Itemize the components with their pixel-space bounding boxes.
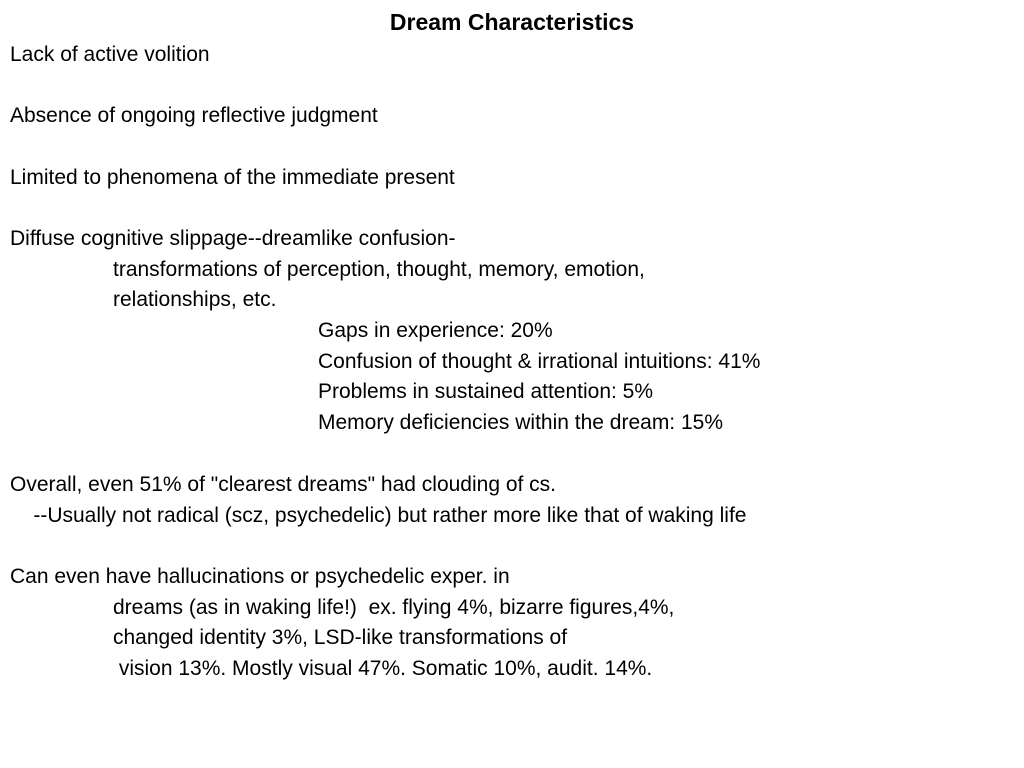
text-line: changed identity 3%, LSD-like transformations of	[113, 626, 568, 649]
text-line: Memory deficiencies within the dream: 15%	[318, 411, 724, 434]
text-line: Diffuse cognitive slippage--dreamlike confusion-	[10, 227, 456, 250]
text-line: Lack of active volition	[10, 43, 210, 66]
text-line: relationships, etc.	[113, 288, 277, 311]
text-line: Limited to phenomena of the immediate present	[10, 166, 455, 189]
text-line: Overall, even 51% of "clearest dreams" had clouding of cs.	[10, 473, 557, 496]
text-line: transformations of perception, thought, memory, emotion,	[113, 258, 645, 281]
text-line: vision 13%. Mostly visual 47%. Somatic 10%, audit. 14%.	[113, 657, 653, 680]
text-line: dreams (as in waking life!) ex. flying 4%, bizarre figures,4%,	[113, 596, 675, 619]
text-line: Confusion of thought & irrational intuitions: 41%	[318, 350, 761, 373]
text-line: Absence of ongoing reflective judgment	[10, 104, 378, 127]
slide-title: Dream Characteristics	[389, 9, 635, 35]
text-line: Can even have hallucinations or psychedelic exper. in	[10, 565, 510, 588]
text-line: --Usually not radical (scz, psychedelic) but rather more like that of waking life	[10, 504, 747, 527]
text-line: Gaps in experience: 20%	[318, 319, 553, 342]
text-line: Problems in sustained attention: 5%	[318, 380, 654, 403]
